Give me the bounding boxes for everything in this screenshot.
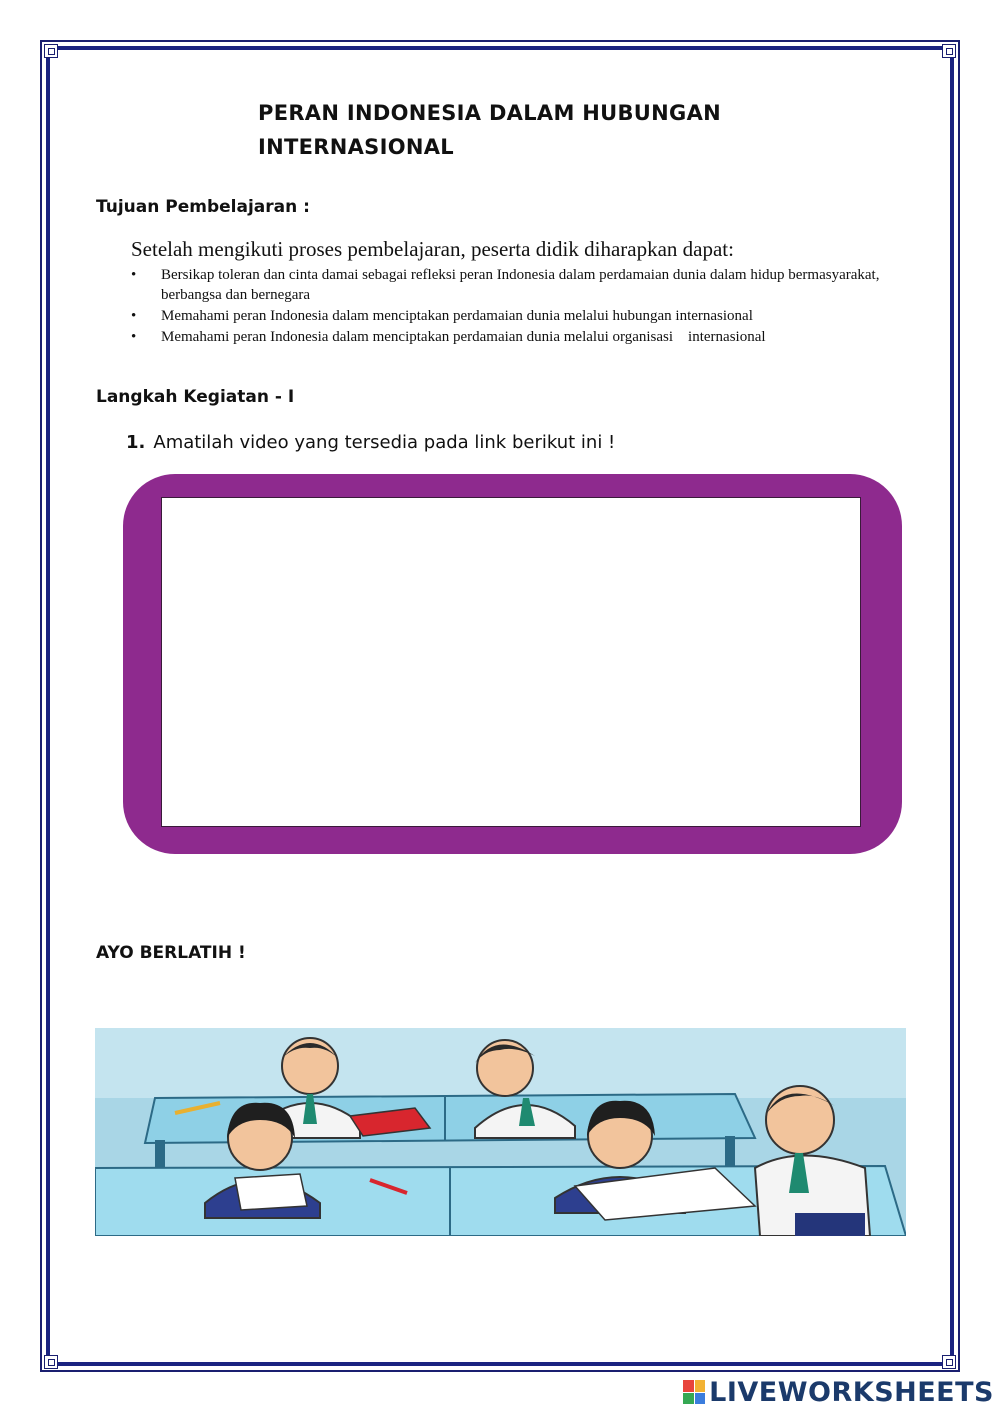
liveworksheets-logo-icon [683, 1380, 705, 1404]
step-text: Amatilah video yang tersedia pada link berikut ini ! [153, 432, 616, 453]
activity-step [126, 432, 615, 453]
objective-item: • Bersikap toleran dan cinta damai sebagai refleksi peran Indonesia dalam perdamaian dunia dalam hidup bermasyarakat, berbangsa dan bernegara [131, 265, 891, 305]
objective-item: • Memahami peran Indonesia dalam menciptakan perdamaian dunia melalui organisasi internasional [131, 327, 891, 347]
paper-sheet [235, 1174, 307, 1210]
activity-heading: Langkah Kegiatan - I [96, 387, 295, 407]
corner-ornament-icon [942, 1355, 956, 1369]
student-trousers [795, 1213, 865, 1236]
footer-logo[interactable] [683, 1375, 994, 1409]
footer-brand: LIVEWORKSHEETS [709, 1376, 994, 1408]
page-title-line-1: PERAN INDONESIA DALAM HUBUNGAN [258, 101, 721, 125]
objective-item: • Memahami peran Indonesia dalam menciptakan perdamaian dunia melalui hubungan internasional [131, 306, 891, 326]
page-title-line-2: INTERNASIONAL [258, 135, 454, 159]
objectives-list [131, 265, 891, 348]
corner-ornament-icon [942, 44, 956, 58]
step-number: 1. [126, 432, 146, 453]
corner-ornament-icon [44, 44, 58, 58]
objectives-heading: Tujuan Pembelajaran : [96, 197, 310, 217]
classroom-illustration [95, 1028, 906, 1236]
page-title [258, 96, 818, 164]
video-placeholder[interactable] [161, 497, 861, 827]
student-head [766, 1086, 834, 1154]
corner-ornament-icon [44, 1355, 58, 1369]
objectives-intro: Setelah mengikuti proses pembelajaran, peserta didik diharapkan dapat: [131, 237, 734, 261]
practice-heading: AYO BERLATIH ! [96, 943, 246, 963]
video-frame [123, 474, 902, 854]
